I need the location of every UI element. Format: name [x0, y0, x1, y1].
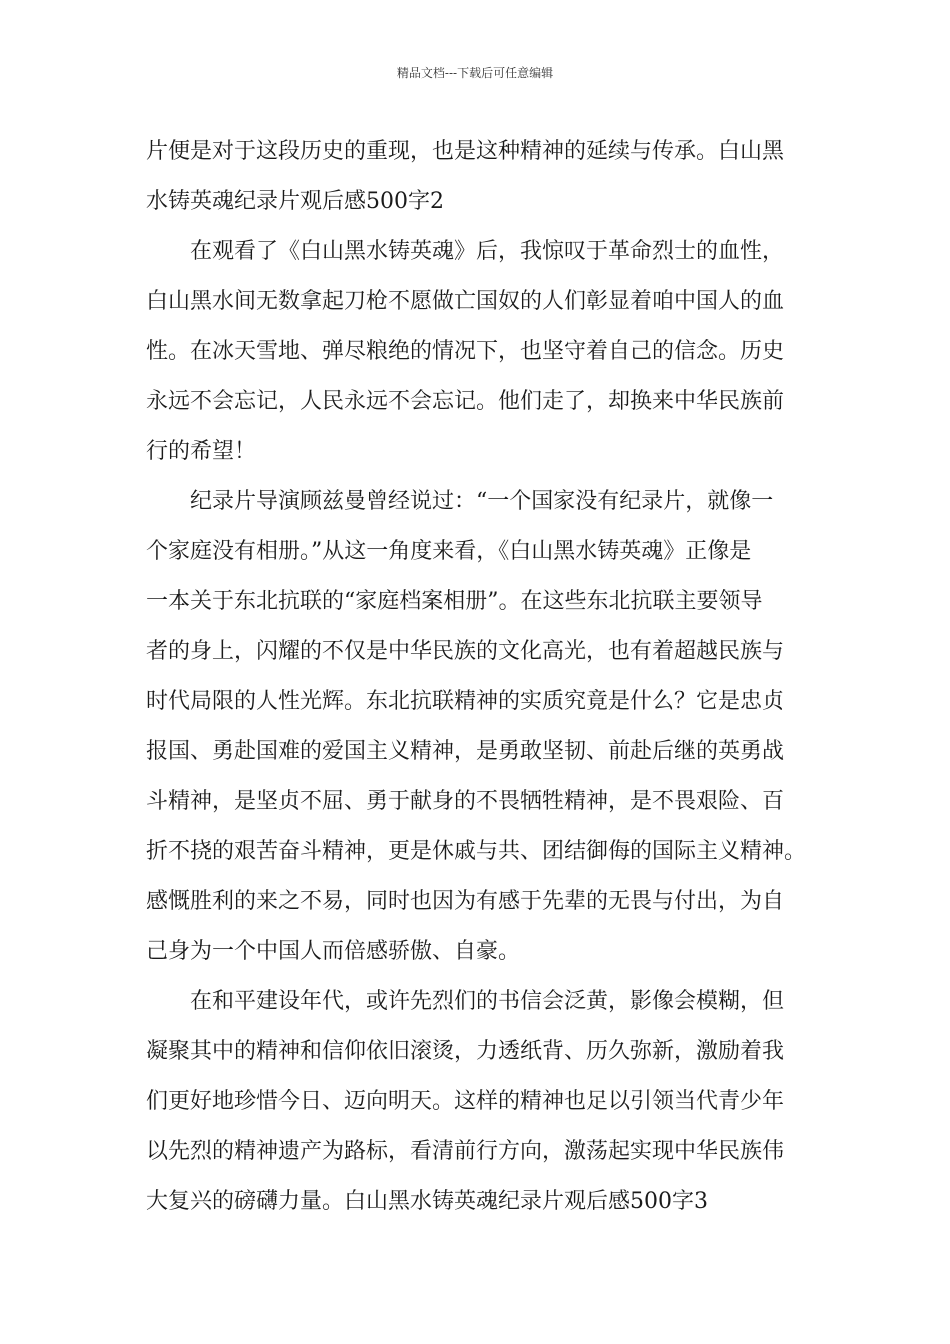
text-line: 凝聚其中的精神和信仰依旧滚烫，力透纸背、历久弥新，激励着我 — [146, 1039, 785, 1064]
paragraph-start-line: 在观看了《白山黑水铸英魂》后，我惊叹于革命烈士的血性， — [190, 239, 785, 264]
text-line: 斗精神，是坚贞不屈、勇于献身的不畏牺牲精神，是不畏艰险、百 — [146, 789, 785, 814]
text-line: 白山黑水间无数拿起刀枪不愿做亡国奴的人们彰显着咱中国人的血 — [146, 289, 785, 314]
document-body — [146, 127, 810, 1227]
text-line: 时代局限的人性光辉。东北抗联精神的实质究竟是什么？它是忠贞 — [146, 689, 785, 714]
text-line: 性。在冰天雪地、弹尽粮绝的情况下，也坚守着自己的信念。历史 — [146, 339, 785, 364]
text-line: 报国、勇赴国难的爱国主义精神，是勇敢坚韧、前赴后继的英勇战 — [146, 739, 785, 764]
text-line: 一本关于东北抗联的“家庭档案相册”。在这些东北抗联主要领导 — [146, 589, 763, 614]
text-line: 水铸英魂纪录片观后感500字2 — [146, 189, 444, 214]
text-line: 个家庭没有相册。”从这一角度来看，《白山黑水铸英魂》正像是 — [146, 539, 752, 564]
text-line: 行的希望！ — [146, 439, 257, 464]
text-line: 者的身上，闪耀的不仅是中华民族的文化高光，也有着超越民族与 — [146, 639, 785, 664]
text-line: 折不挠的艰苦奋斗精神，更是休戚与共、团结御侮的国际主义精神。 — [146, 839, 807, 864]
page-header: 精品文档---下载后可任意编辑 — [396, 66, 554, 80]
text-line: 己身为一个中国人而倍感骄傲、自豪。 — [146, 939, 521, 964]
text-line: 们更好地珍惜今日、迈向明天。这样的精神也足以引领当代青少年 — [146, 1089, 785, 1114]
paragraph-start-line: 在和平建设年代，或许先烈们的书信会泛黄，影像会模糊，但 — [190, 989, 785, 1014]
text-line: 片便是对于这段历史的重现，也是这种精神的延续与传承。白山黑 — [146, 139, 785, 164]
text-line: 感慨胜利的来之不易，同时也因为有感于先辈的无畏与付出，为自 — [146, 889, 785, 914]
text-line: 以先烈的精神遗产为路标，看清前行方向，激荡起实现中华民族伟 — [146, 1139, 785, 1164]
paragraph-start-line: 纪录片导演顾兹曼曾经说过：“一个国家没有纪录片，就像一 — [190, 489, 774, 514]
text-line: 永远不会忘记，人民永远不会忘记。他们走了，却换来中华民族前 — [146, 389, 785, 414]
text-line: 大复兴的磅礴力量。白山黑水铸英魂纪录片观后感500字3 — [146, 1189, 708, 1214]
